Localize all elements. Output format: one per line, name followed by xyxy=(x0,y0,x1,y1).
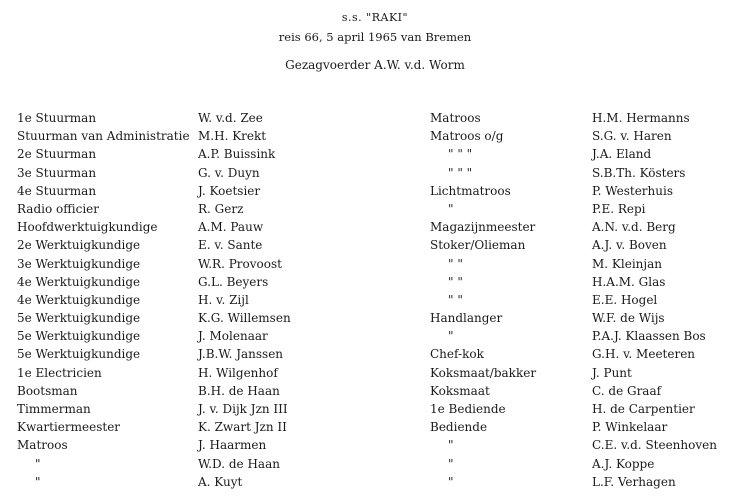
crew-name: J. Molenaar xyxy=(198,329,268,344)
crew-name: G.L. Beyers xyxy=(198,274,269,289)
crew-name: P. Winkelaar xyxy=(592,420,668,435)
right-names-column xyxy=(592,109,717,491)
crew-role: Koksmaat xyxy=(430,383,490,398)
crew-role: Bootsman xyxy=(17,383,78,398)
crew-name: H.M. Hermanns xyxy=(592,111,690,125)
crew-name: A.J. v. Boven xyxy=(592,238,667,253)
crew-name: H. de Carpentier xyxy=(592,402,695,416)
crew-role: 3e Werktuigkundige xyxy=(17,256,141,271)
crew-name: H. Wilgenhof xyxy=(198,365,278,380)
crew-name: G.H. v. Meeteren xyxy=(592,347,696,362)
crew-role: Stoker/Olieman xyxy=(430,238,526,253)
crew-role: Matroos xyxy=(17,438,68,453)
crew-role: Hoofdwerktuigkundige xyxy=(17,220,158,235)
crew-name: P. Westerhuis xyxy=(592,183,673,198)
crew-role: " xyxy=(448,329,454,344)
crew-name: L.F. Verhagen xyxy=(592,474,676,489)
crew-role: " xyxy=(448,456,454,471)
crew-name: S.B.Th. Kösters xyxy=(592,165,686,180)
crew-name: J. Punt xyxy=(592,365,632,380)
crew-name: H. v. Zijl xyxy=(198,292,249,307)
left-roles-column xyxy=(17,109,190,491)
crew-role: 3e Stuurman xyxy=(17,165,97,180)
crew-role: 4e Stuurman xyxy=(17,183,97,198)
crew-name: K.G. Willemsen xyxy=(198,311,291,326)
crew-role: Kwartiermeester xyxy=(17,420,121,435)
crew-name: M.H. Krekt xyxy=(198,129,267,144)
crew-name: A. Kuyt xyxy=(198,474,243,489)
crew-role: Timmerman xyxy=(17,402,91,416)
crew-name: S.G. v. Haren xyxy=(592,129,672,144)
crew-role: 5e Werktuigkundige xyxy=(17,311,141,326)
crew-name: J.A. Eland xyxy=(592,147,652,162)
crew-name: H.A.M. Glas xyxy=(592,274,666,289)
crew-role: " " xyxy=(448,274,463,289)
crew-name: R. Gerz xyxy=(198,201,244,216)
crew-role: Chef-kok xyxy=(430,347,484,362)
crew-role: 4e Werktuigkundige xyxy=(17,292,141,307)
crew-name: B.H. de Haan xyxy=(198,383,280,398)
crew-role: " xyxy=(35,456,41,471)
crew-name: E.E. Hogel xyxy=(592,292,658,307)
crew-role: Stuurman van Administratie xyxy=(17,129,190,144)
crew-name: E. v. Sante xyxy=(198,238,263,253)
crew-role: Matroos o/g xyxy=(430,129,504,144)
crew-role: Matroos xyxy=(430,111,481,125)
crew-name: P.E. Repi xyxy=(592,201,646,216)
crew-role: Radio officier xyxy=(17,201,100,216)
crew-name: A.N. v.d. Berg xyxy=(592,220,676,235)
crew-role: " " " xyxy=(448,147,473,162)
captain-line: Gezagvoerder A.W. v.d. Worm xyxy=(285,58,465,72)
crew-role: 1e Bediende xyxy=(430,402,506,416)
crew-role: " xyxy=(35,474,41,489)
crew-role: Magazijnmeester xyxy=(430,220,536,235)
crew-name: W.R. Provoost xyxy=(198,256,282,271)
crew-name: P.A.J. Klaassen Bos xyxy=(592,329,706,344)
left-names-column xyxy=(198,109,291,491)
crew-name: W.D. de Haan xyxy=(198,456,280,471)
crew-name: G. v. Duyn xyxy=(198,165,260,180)
crew-role: " xyxy=(448,438,454,453)
crew-role: Lichtmatroos xyxy=(430,183,511,198)
crew-role: Handlanger xyxy=(430,311,503,326)
voyage-info: reis 66, 5 april 1965 van Bremen xyxy=(278,30,472,44)
crew-name: J.B.W. Janssen xyxy=(198,347,284,362)
crew-role: 5e Werktuigkundige xyxy=(17,329,141,344)
crew-name: W. v.d. Zee xyxy=(198,111,263,125)
crew-name: K. Zwart Jzn II xyxy=(198,420,287,435)
crew-role: 2e Stuurman xyxy=(17,147,97,162)
crew-name: A.M. Pauw xyxy=(198,220,264,235)
crew-name: A.J. Koppe xyxy=(592,456,655,471)
crew-name: J. Haarmen xyxy=(198,438,267,453)
crew-name: W.F. de Wijs xyxy=(592,311,665,326)
crew-role: 1e Stuurman xyxy=(17,111,97,125)
crew-role: " " xyxy=(448,292,463,307)
crew-name: A.P. Buissink xyxy=(198,147,276,162)
crew-role: 2e Werktuigkundige xyxy=(17,238,141,253)
ship-name: s.s. "RAKI" xyxy=(341,11,409,24)
crew-role: Koksmaat/bakker xyxy=(430,365,537,380)
crew-role: 4e Werktuigkundige xyxy=(17,274,141,289)
crew-role: 1e Electricien xyxy=(17,365,102,380)
crew-name: J. v. Dijk Jzn III xyxy=(198,402,288,416)
right-roles-column xyxy=(430,109,536,491)
crew-role: " xyxy=(448,201,454,216)
crew-name: C.E. v.d. Steenhoven xyxy=(592,438,717,453)
crew-name: J. Koetsier xyxy=(198,183,261,198)
crew-name: C. de Graaf xyxy=(592,383,662,398)
crew-role: 5e Werktuigkundige xyxy=(17,347,141,362)
crew-name: M. Kleinjan xyxy=(592,256,662,271)
crew-role: " " " xyxy=(448,165,473,180)
crew-role: Bediende xyxy=(430,420,488,435)
crew-role: " xyxy=(448,474,454,489)
crew-role: " " xyxy=(448,256,463,271)
